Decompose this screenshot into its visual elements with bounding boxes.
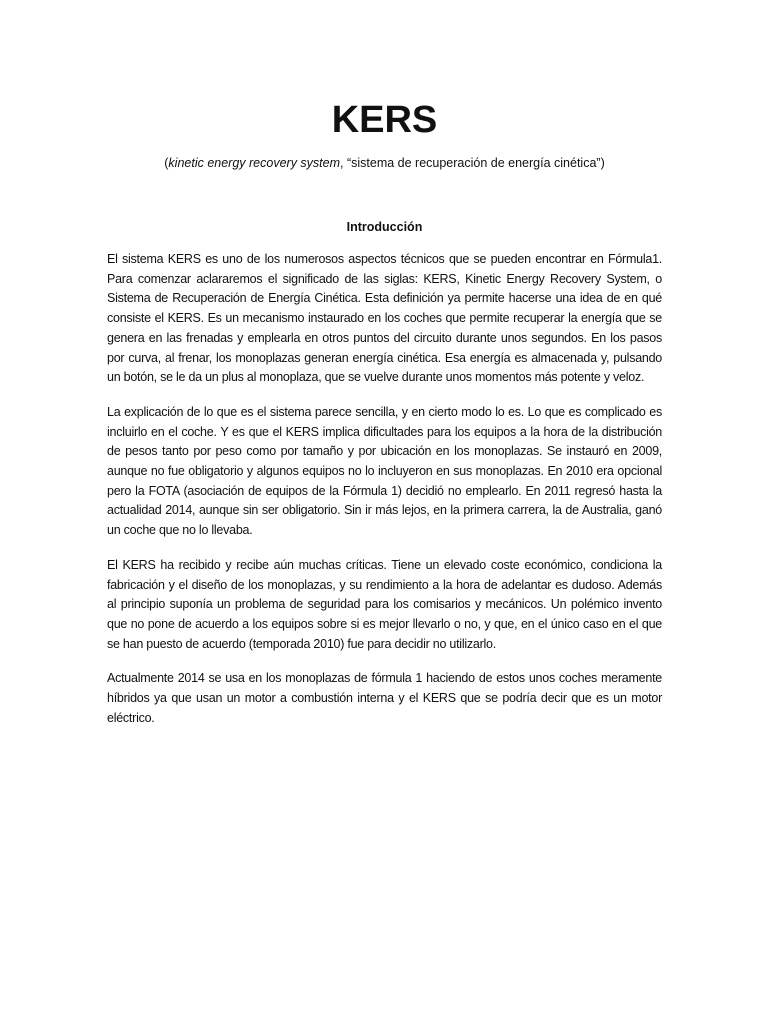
section-heading: Introducción — [346, 220, 423, 234]
document-page — [107, 96, 662, 743]
document-subtitle — [107, 154, 662, 172]
paragraph: El sistema KERS es uno de los numerosos aspectos técnicos que se pueden encontrar en Fórmula1. Para comenzar aclararemos el significado de las siglas: KERS, Kinetic Energy Recovery System, o Sistema de Recuperación de Energía Cinética. Esta definición ya permite hacerse una idea de en qué consiste el KERS. Es un mecanismo instaurado en los coches que permite recuperar la energía que se genera en las frenadas y emplearla en otros puntos del circuito durante unos segundos. En los pasos por curva, al frenar, los monoplazas generan energía cinética. Esa energía es almacenada y, pulsando un botón, se le da un plus al monoplaza, que se vuelve durante unos momentos más potente y veloz. — [107, 252, 662, 385]
subtitle-open: ( — [164, 156, 169, 170]
subtitle-italic: kinetic energy recovery system — [168, 156, 341, 170]
document-title: KERS — [331, 99, 438, 141]
paragraph: Actualmente 2014 se usa en los monoplazas de fórmula 1 haciendo de estos unos coches meramente híbridos ya que usan un motor a combustión interna y el KERS que se podría decir que es un motor eléctrico. — [107, 671, 662, 725]
subtitle-rest: , “sistema de recuperación de energía cinética”) — [340, 156, 605, 170]
paragraph: La explicación de lo que es el sistema parece sencilla, y en cierto modo lo es. Lo que es complicado es incluirlo en el coche. Y es que el KERS implica dificultades para los equipos a la hora de la distribución de pesos tanto por peso como por tamaño y por ubicación en los monoplazas. Se instauró en 2009, aunque no fue obligatorio y algunos equipos no lo incluyeron en sus monoplazas. En 2010 era opcional pero la FOTA (asociación de equipos de la Fórmula 1) decidió no emplearlo. En 2011 regresó hasta la actualidad 2014, aunque sin ser obligatorio. Sin ir más lejos, en la primera carrera, la de Australia, ganó un coche que no lo llevaba. — [107, 404, 662, 538]
paragraph: El KERS ha recibido y recibe aún muchas críticas. Tiene un elevado coste económico, condiciona la fabricación y el diseño de los monoplazas, y su rendimiento a la hora de adelantar es dudoso. Además al principio suponía un problema de seguridad para los comisarios y mecánicos. Un polémico invento que no pone de acuerdo a los equipos sobre si es mejor llevarlo o no, y que, en el único caso en el que se han puesto de acuerdo (temporada 2010) fue para decidir no utilizarlo. — [107, 557, 662, 651]
